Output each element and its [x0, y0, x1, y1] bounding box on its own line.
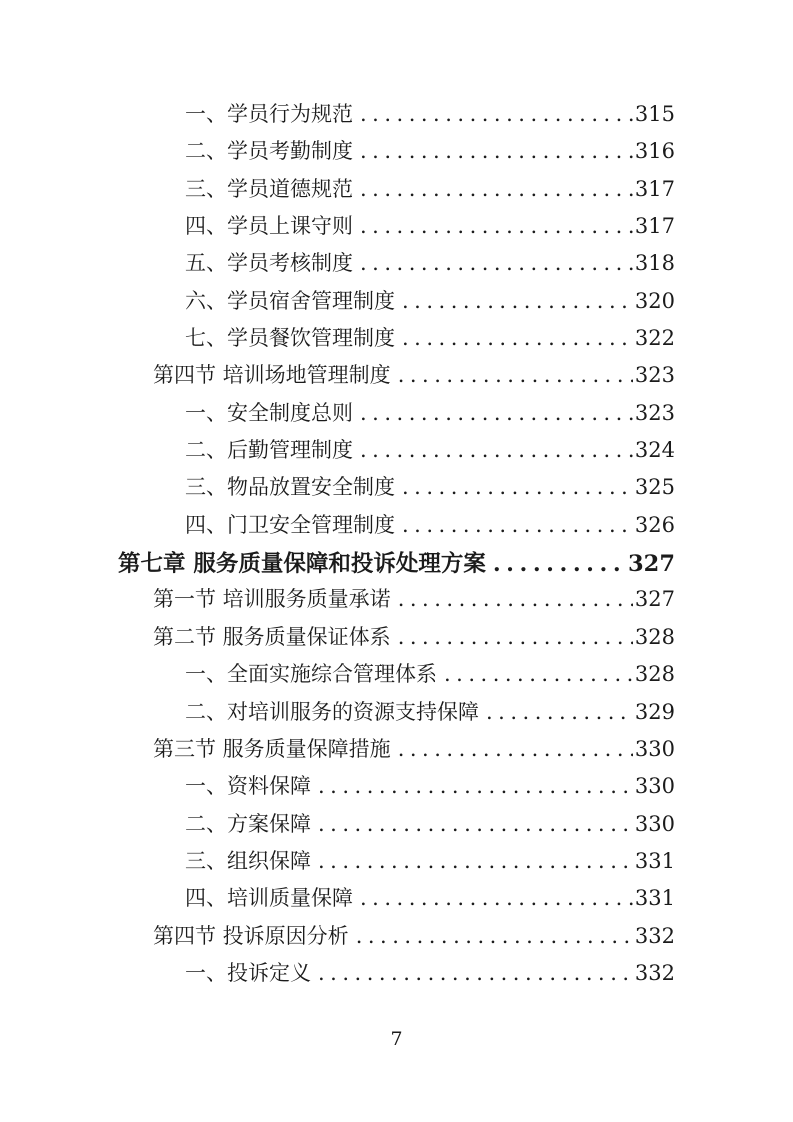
toc-entry-label: 一、资料保障: [185, 774, 311, 799]
table-of-contents: [118, 98, 675, 994]
dot-leader: [360, 438, 633, 462]
toc-entry[interactable]: [118, 658, 675, 695]
toc-entry-page: 317: [634, 214, 675, 239]
toc-entry-page: 326: [634, 512, 675, 537]
toc-entry-label: 二、学员考勤制度: [185, 139, 353, 164]
toc-entry-page: 331: [634, 848, 675, 873]
toc-entry[interactable]: [118, 882, 675, 919]
toc-entry-label: 四、培训质量保障: [185, 886, 353, 911]
dot-leader: [360, 886, 633, 910]
toc-entry-page: 324: [634, 438, 675, 463]
dot-leader: [318, 961, 633, 985]
toc-entry-label: 四、学员上课守则: [185, 214, 353, 239]
toc-entry-page: 330: [634, 774, 675, 799]
toc-entry-page: 318: [634, 251, 675, 276]
toc-entry[interactable]: [118, 471, 675, 508]
toc-entry-page: 332: [634, 960, 675, 985]
toc-entry[interactable]: [118, 696, 675, 733]
dot-leader: [318, 774, 633, 798]
dot-leader: [318, 812, 633, 836]
toc-entry-page: 328: [634, 624, 675, 649]
toc-entry-label: 五、学员考核制度: [185, 251, 353, 276]
toc-entry[interactable]: [118, 210, 675, 247]
toc-entry-label: 一、学员行为规范: [185, 102, 353, 126]
toc-entry-page: 332: [634, 923, 675, 948]
toc-entry-page: 315: [634, 102, 675, 126]
toc-entry-page: 327: [628, 551, 675, 578]
toc-entry-page: 330: [634, 736, 675, 761]
toc-entry-label: 第三节 服务质量保障措施: [153, 736, 391, 761]
toc-entry-page: 316: [634, 139, 675, 164]
toc-entry-label: 六、学员宿舍管理制度: [185, 288, 395, 313]
toc-entry-label: 二、后勤管理制度: [185, 438, 353, 463]
dot-leader: [402, 289, 633, 313]
toc-entry[interactable]: [118, 98, 675, 135]
toc-entry[interactable]: [118, 434, 675, 471]
dot-leader: [398, 737, 633, 761]
toc-entry-label: 二、方案保障: [185, 811, 311, 836]
page-number: 7: [390, 1028, 403, 1050]
dot-leader: [360, 139, 633, 163]
toc-entry-page: 327: [634, 587, 675, 612]
dot-leader: [402, 326, 633, 350]
toc-entry-label: 三、组织保障: [185, 848, 311, 873]
dot-leader: [402, 475, 633, 499]
toc-entry-chapter[interactable]: [118, 546, 675, 583]
dot-leader: [318, 849, 633, 873]
toc-entry[interactable]: [118, 173, 675, 210]
toc-entry[interactable]: [118, 583, 675, 620]
dot-leader: [356, 924, 633, 948]
dot-leader: [398, 625, 633, 649]
dot-leader: [360, 251, 633, 275]
toc-entry-page: 322: [634, 326, 675, 351]
toc-entry-label: 四、门卫安全管理制度: [185, 512, 395, 537]
dot-leader: [360, 214, 633, 238]
toc-entry-page: 317: [634, 176, 675, 201]
toc-entry-page: 328: [634, 662, 675, 687]
toc-entry[interactable]: [118, 920, 675, 957]
toc-entry-page: 320: [634, 288, 675, 313]
toc-entry-label: 第七章 服务质量保障和投诉处理方案: [118, 551, 486, 578]
dot-leader: [360, 177, 633, 201]
dot-leader: [360, 401, 633, 425]
toc-entry[interactable]: [118, 621, 675, 658]
toc-entry-page: 323: [634, 400, 675, 425]
toc-entry-page: 329: [634, 699, 675, 724]
dot-leader: [493, 551, 626, 577]
toc-entry[interactable]: [118, 322, 675, 359]
toc-entry[interactable]: [118, 397, 675, 434]
toc-entry[interactable]: [118, 957, 675, 994]
dot-leader: [360, 102, 633, 126]
toc-entry-label: 第一节 培训服务质量承诺: [153, 587, 391, 612]
toc-entry[interactable]: [118, 770, 675, 807]
toc-entry-page: 331: [634, 886, 675, 911]
toc-entry[interactable]: [118, 135, 675, 172]
toc-entry-label: 一、投诉定义: [185, 960, 311, 985]
toc-entry-label: 三、学员道德规范: [185, 176, 353, 201]
toc-entry-label: 一、安全制度总则: [185, 400, 353, 425]
dot-leader: [402, 513, 633, 537]
toc-entry-page: 323: [634, 363, 675, 388]
toc-entry-label: 三、物品放置安全制度: [185, 475, 395, 500]
toc-entry[interactable]: [118, 733, 675, 770]
toc-entry-page: 325: [634, 475, 675, 500]
toc-entry[interactable]: [118, 509, 675, 546]
toc-entry[interactable]: [118, 808, 675, 845]
toc-entry-label: 一、全面实施综合管理体系: [185, 662, 437, 687]
toc-entry-label: 第四节 培训场地管理制度: [153, 363, 391, 388]
toc-entry[interactable]: [118, 845, 675, 882]
toc-entry-label: 第二节 服务质量保证体系: [153, 624, 391, 649]
dot-leader: [444, 662, 633, 686]
toc-entry[interactable]: [118, 285, 675, 322]
toc-entry[interactable]: [118, 359, 675, 396]
toc-entry[interactable]: [118, 247, 675, 284]
dot-leader: [486, 700, 633, 724]
toc-entry-page: 330: [634, 811, 675, 836]
dot-leader: [398, 587, 633, 611]
toc-entry-label: 二、对培训服务的资源支持保障: [185, 699, 479, 724]
dot-leader: [398, 363, 633, 387]
toc-entry-label: 七、学员餐饮管理制度: [185, 326, 395, 351]
toc-entry-label: 第四节 投诉原因分析: [153, 923, 349, 948]
